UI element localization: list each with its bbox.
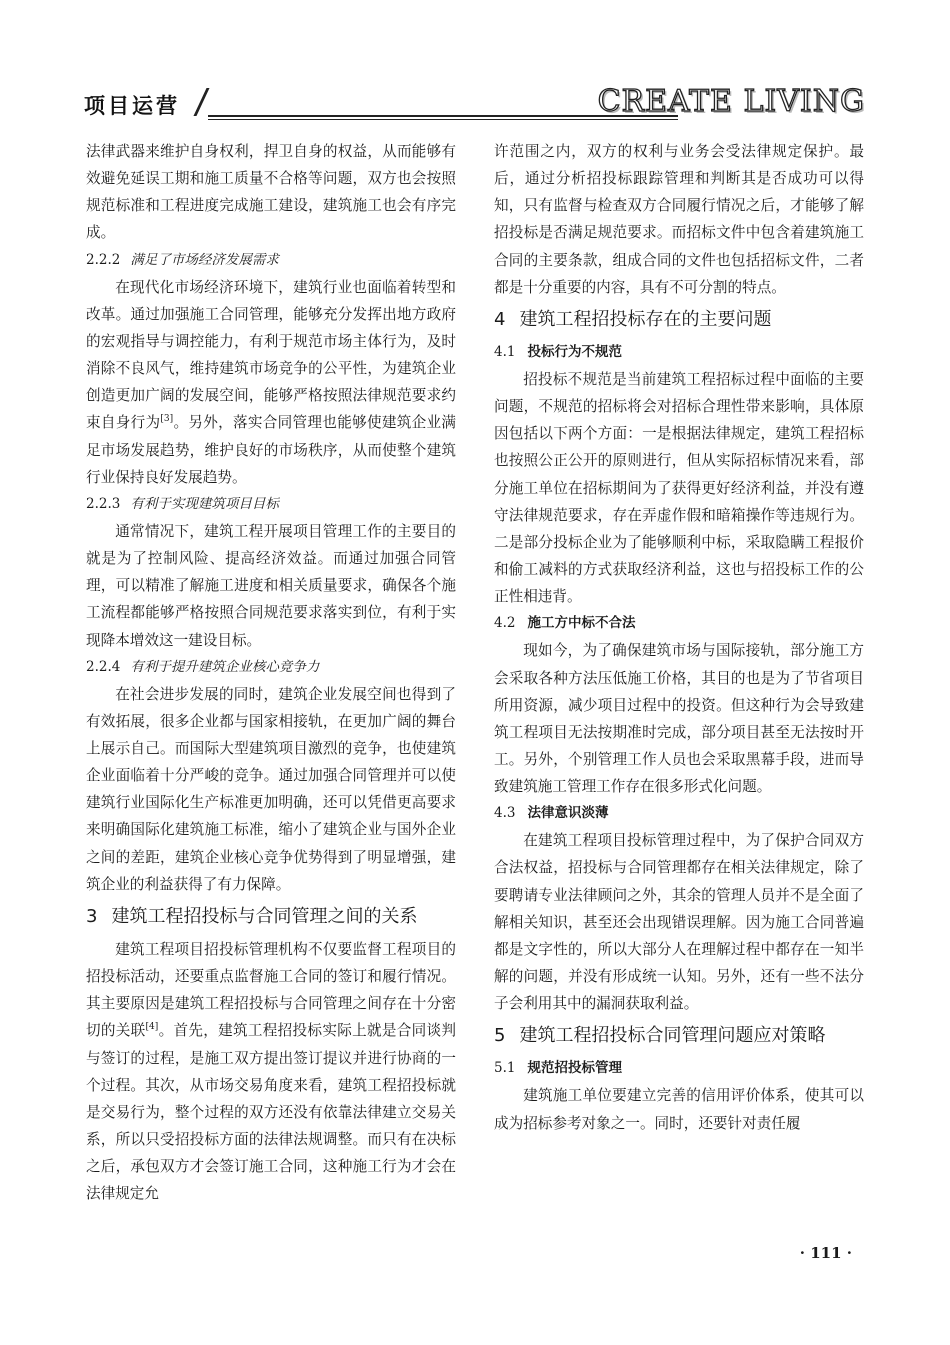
section-heading-3: 3 建筑工程招投标与合同管理之间的关系 bbox=[86, 905, 418, 927]
paragraph: 许范围之内，双方的权利与业务会受法律规定保护。最后，通过分析招投标跟踪管理和判断其是否成功可以得知，只有监督与检查双方合同履行情况之后，才能够了解招投标是否满足规范要求。而招标文件中包含着建筑施工合同的主要条款，组成合同的文件也包括招标文件，二者都是十分重要的内容，具有不可分割的特点。 bbox=[494, 143, 864, 296]
section-heading-4: 4 建筑工程招投标存在的主要问题 bbox=[494, 308, 772, 330]
subsection-heading-2-2-2: 2.2.2 满足了市场经济发展需求 bbox=[86, 251, 279, 268]
subsection-heading-4-1: 4.1 投标行为不规范 bbox=[494, 343, 622, 360]
paragraph: 在社会进步发展的同时，建筑企业发展空间也得到了有效拓展，很多企业都与国家相接轨，在更加广阔的舞台上展示自己。而国际大型建筑项目激烈的竞争，也使建筑企业面临着十分严峻的竞争。通过加强合同管理并可以使建筑行业国际化生产标准更加明确，还可以凭借更高要求来明确国际化建筑施工标准，缩小了建筑企业与国外企业之间的差距，建筑企业核心竞争优势得到了明显增强，建筑企业的利益获得了有力保障。 bbox=[86, 685, 456, 893]
paragraph: 在建筑工程项目投标管理过程中，为了保护合同双方合法权益，招投标与合同管理都存在相关法律规定，除了要聘请专业法律顾问之外，其余的管理人员并不是全面了解相关知识，甚至还会出现错误理解。因为施工合同普遍都是文字性的，所以大部分人在理解过程中都存在一知半解的问题，并没有形成统一认知。另外，还有一些不法分子会利用其中的漏洞获取利益。 bbox=[494, 832, 864, 1013]
subsection-heading-2-2-4: 2.2.4 有利于提升建筑企业核心竞争力 bbox=[86, 658, 320, 675]
section-label: 项目运营 bbox=[84, 94, 180, 118]
subsection-heading-4-2: 4.2 施工方中标不合法 bbox=[494, 615, 636, 632]
section-heading-5: 5 建筑工程招投标合同管理问题应对策略 bbox=[494, 1025, 826, 1047]
paragraph: 建筑施工单位要建立完善的信用评价体系，使其可以成为招标参考对象之一。同时，还要针对责任履 bbox=[494, 1087, 864, 1132]
subsection-heading-4-3: 4.3 法律意识淡薄 bbox=[494, 805, 609, 822]
citation-ref: [4] bbox=[145, 1022, 159, 1033]
paragraph: 现如今，为了确保建筑市场与国际接轨，部分施工方会采取各种方法压低施工价格，其目的也是为了节省项目所用资源，减少项目过程中的投资。但这种行为会导致建筑工程项目无法按期准时完成，部分项目甚至无法按时开工。另外，个别管理工作人员也会采取黑幕手段，进而导致建筑施工管理工作存在很多形式化问题。 bbox=[494, 642, 864, 796]
paragraph: 建筑工程项目招投标管理机构不仅要监督工程项目的招投标活动，还要重点监督施工合同的签订和履行情况。其主要原因是建筑工程招投标与合同管理之间存在十分密切的关联[4]。首先，建筑工程招投标实际上就是合同谈判与签订的过程，是施工双方提出签订提议并进行协商的一个过程。其次，从市场交易角度来看，建筑工程招投标就是交易行为，整个过程的双方还没有依靠法律建立交易关系，所以只受招投标方面的法律法规调整。而只有在决标之后，承包双方才会签订施工合同，这种施工行为才会在法律规定允 bbox=[86, 940, 456, 1203]
subsection-heading-5-1: 5.1 规范招投标管理 bbox=[494, 1060, 622, 1077]
header-slash-ornament bbox=[193, 88, 223, 116]
citation-ref: [3] bbox=[160, 414, 174, 425]
journal-brand: CREATE LIVING bbox=[597, 84, 865, 119]
paragraph: 法律武器来维护自身权利，捍卫自身的权益，从而能够有效避免延误工期和施工质量不合格等问题，双方也会按照规范标准和工程进度完成施工建设，建筑施工也会有序完成。 bbox=[86, 143, 456, 242]
paragraph: 招投标不规范是当前建筑工程招标过程中面临的主要问题，不规范的招标将会对招标合理性带来影响，具体原因包括以下两个方面：一是根据法律规定，建筑工程招标也按照公正公开的原则进行，但从实际招标情况来看，部分施工单位在招标期间为了获得更好经济利益，并没有遵守法律规范要求，存在弄虚作假和暗箱操作等违规行为。二是部分投标企业为了能够顺利中标，采取隐瞒工程报价和偷工减料的方式获取经济利益，这也与招投标工作的公正性相违背。 bbox=[494, 370, 864, 606]
paragraph: 在现代化市场经济环境下，建筑行业也面临着转型和改革。通过加强施工合同管理，能够充分发挥出地方政府的宏观指导与调控能力，有利于规范市场主体行为，及时消除不良风气，维持建筑市场竞争的公平性，为建筑企业创造更加广阔的发展空间，能够严格按照法律规范要求约束自身行为[3]。另外，落实合同管理也能够使建筑企业满足市场发展趋势，维护良好的市场秩序，从而使整个建筑行业保持良好发展趋势。 bbox=[86, 278, 456, 486]
page-number: · 111 · bbox=[799, 1244, 852, 1262]
running-header bbox=[80, 84, 865, 124]
left-column bbox=[86, 138, 456, 1207]
subsection-heading-2-2-3: 2.2.3 有利于实现建筑项目目标 bbox=[86, 495, 279, 512]
header-rule-thin bbox=[208, 119, 678, 120]
paragraph: 通常情况下，建筑工程开展项目管理工作的主要目的就是为了控制风险、提高经济效益。而通过加强合同管理，可以精准了解施工进度和相关质量要求，确保各个施工流程都能够严格按照合同规范要求落实到位，有利于实现降本增效这一建设目标。 bbox=[86, 522, 456, 649]
right-column bbox=[494, 138, 864, 1137]
